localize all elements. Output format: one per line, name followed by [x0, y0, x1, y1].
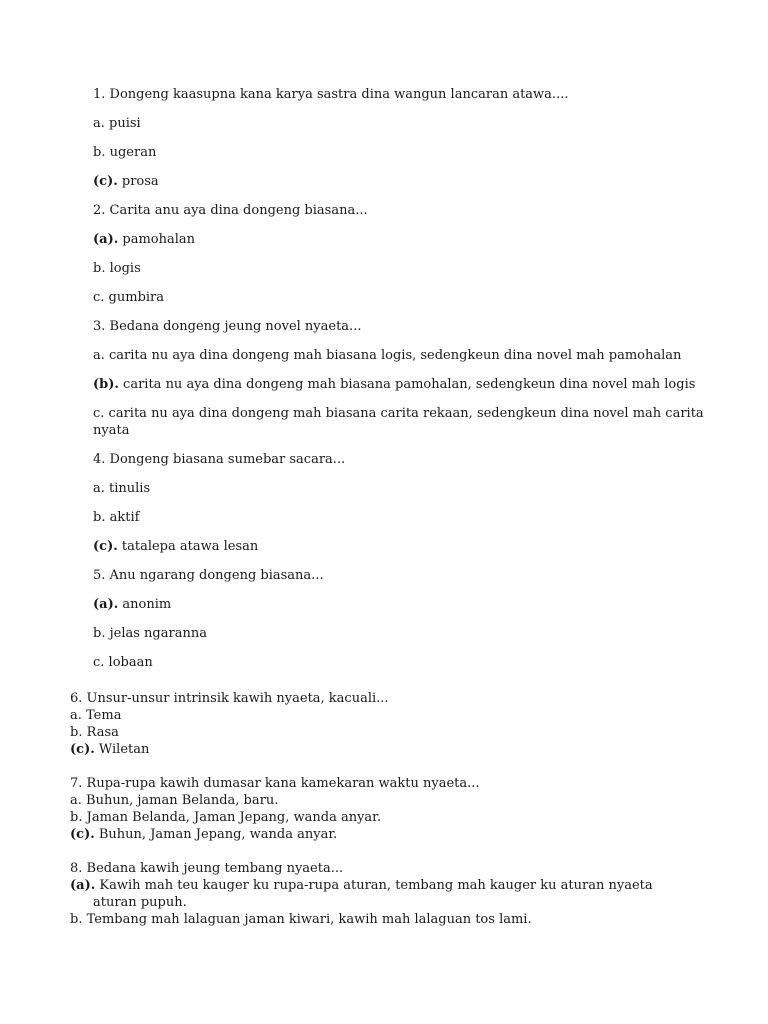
option-5b — [93, 625, 713, 642]
option-7c-answer — [70, 826, 710, 843]
option-6c-answer — [70, 741, 710, 758]
answer-marker: (b). — [93, 377, 119, 392]
option-2b — [93, 260, 713, 277]
option-text: prosa — [117, 174, 159, 189]
question-7: 7. Rupa-rupa kawih dumasar kana kamekaran waktu nyaeta... — [70, 776, 480, 791]
option-8a-answer — [70, 877, 710, 894]
answer-marker: (c). — [93, 174, 118, 189]
option-text: Buhun, Jaman Jepang, wanda anyar. — [94, 827, 338, 842]
option-marker: b. — [93, 261, 106, 276]
option-text: anonim — [118, 597, 172, 612]
answer-marker: (a). — [70, 878, 96, 893]
option-text: carita nu aya dina dongeng mah biasana logis, sedengkeun dina novel mah pamohalan — [104, 348, 682, 363]
option-marker: a. — [70, 708, 82, 723]
question-5: 5. Anu ngarang dongeng biasana... — [93, 568, 324, 583]
option-marker: a. — [70, 793, 82, 808]
question-2: 2. Carita anu aya dina dongeng biasana... — [93, 203, 368, 218]
option-text: Wiletan — [94, 742, 150, 757]
option-text: Tema — [81, 708, 122, 723]
answer-marker: (a). — [93, 597, 119, 612]
question-3: 3. Bedana dongeng jeung novel nyaeta... — [93, 319, 362, 334]
option-5c — [93, 654, 713, 671]
option-1a — [93, 115, 713, 132]
option-text: Kawih mah teu kauger ku rupa-rupa aturan, tembang mah kauger ku aturan nyaeta — [95, 878, 653, 893]
option-6a — [70, 707, 710, 724]
option-text: Jaman Belanda, Jaman Jepang, wanda anyar. — [82, 810, 382, 825]
option-2a-answer — [93, 231, 713, 248]
question-8: 8. Bedana kawih jeung tembang nyaeta... — [70, 861, 344, 876]
questions-part-1 — [93, 86, 713, 683]
option-7b — [70, 809, 710, 826]
option-text: Buhun, jaman Belanda, baru. — [81, 793, 279, 808]
answer-marker: (c). — [70, 827, 95, 842]
option-marker: b. — [70, 912, 83, 927]
option-6b — [70, 724, 710, 741]
questions-part-2 — [70, 690, 710, 928]
option-text: gumbira — [104, 290, 165, 305]
option-marker: c. — [93, 406, 105, 421]
option-text: tatalepa atawa lesan — [117, 539, 259, 554]
option-2c — [93, 289, 713, 306]
option-text: lobaan — [104, 655, 153, 670]
option-marker: a. — [93, 116, 105, 131]
question-1: 1. Dongeng kaasupna kana karya sastra dina wangun lancaran atawa.... — [93, 87, 569, 102]
option-text: pamohalan — [118, 232, 196, 247]
option-text: jelas ngaranna — [105, 626, 207, 641]
option-marker: c. — [93, 290, 105, 305]
option-1b — [93, 144, 713, 161]
option-7a — [70, 792, 710, 809]
option-4a — [93, 480, 713, 497]
option-text: ugeran — [105, 145, 157, 160]
option-text: Rasa — [82, 725, 119, 740]
option-8b — [70, 911, 710, 928]
option-text: aktif — [105, 510, 140, 525]
option-marker: a. — [93, 348, 105, 363]
option-text: Tembang mah lalaguan jaman kiwari, kawih mah lalaguan tos lami. — [82, 912, 532, 927]
option-marker: a. — [93, 481, 105, 496]
answer-marker: (c). — [70, 742, 95, 757]
option-8a-continuation: aturan pupuh. — [93, 895, 187, 910]
option-marker: b. — [70, 810, 83, 825]
answer-marker: (a). — [93, 232, 119, 247]
option-text: logis — [105, 261, 141, 276]
answer-marker: (c). — [93, 539, 118, 554]
question-6: 6. Unsur-unsur intrinsik kawih nyaeta, kacuali... — [70, 691, 389, 706]
option-4c-answer — [93, 538, 713, 555]
question-4: 4. Dongeng biasana sumebar sacara... — [93, 452, 346, 467]
option-3c — [93, 405, 713, 439]
option-1c-answer — [93, 173, 713, 190]
option-3b-answer — [93, 376, 713, 393]
option-marker: b. — [93, 145, 106, 160]
option-text: puisi — [104, 116, 141, 131]
option-text: carita nu aya dina dongeng mah biasana pamohalan, sedengkeun dina novel mah logis — [118, 377, 696, 392]
option-marker: b. — [93, 626, 106, 641]
spacer — [70, 758, 710, 775]
spacer — [70, 843, 710, 860]
option-5a-answer — [93, 596, 713, 613]
option-marker: c. — [93, 655, 105, 670]
option-4b — [93, 509, 713, 526]
option-marker: b. — [93, 510, 106, 525]
option-3a — [93, 347, 713, 364]
option-text: tinulis — [104, 481, 151, 496]
option-marker: b. — [70, 725, 83, 740]
option-text: carita nu aya dina dongeng mah biasana carita rekaan, sedengkeun dina novel mah carita nyata — [93, 406, 704, 438]
